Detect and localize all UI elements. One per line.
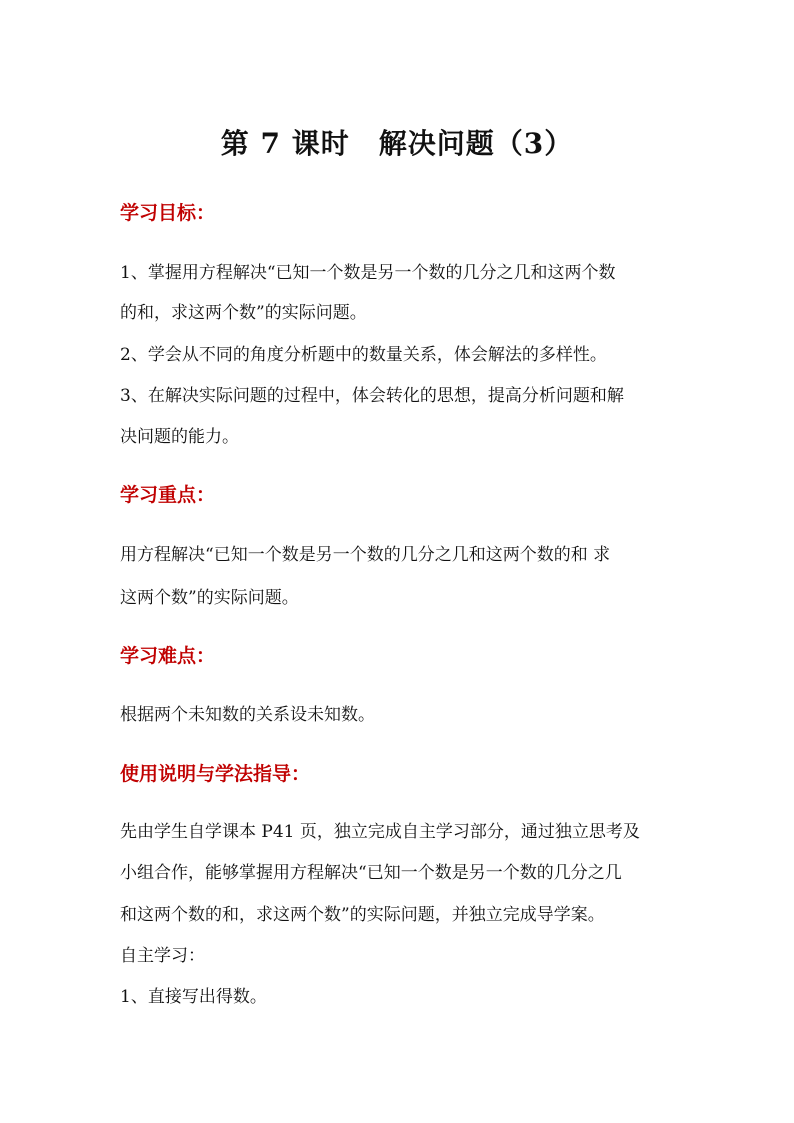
- objective-1-line-2: 的和，求这两个数”的实际问题。: [120, 303, 367, 323]
- self-study-label: 自主学习：: [120, 946, 205, 966]
- objective-1-line-1: 1、掌握用方程解决“已知一个数是另一个数的几分之几和这两个数: [120, 263, 616, 283]
- page-title: 第 7 课时 解决问题（3）: [220, 127, 574, 160]
- objective-2: 2、学会从不同的角度分析题中的数量关系，体会解法的多样性。: [120, 345, 607, 365]
- key-points-heading: 学习重点：: [120, 484, 216, 506]
- objective-3-line-1: 3、在解决实际问题的过程中，体会转化的思想，提高分析问题和解: [120, 386, 624, 406]
- key-points-line-1: 用方程解决“已知一个数是另一个数的几分之几和这两个数的和 求: [120, 545, 611, 565]
- guidance-heading: 使用说明与学法指导：: [120, 763, 311, 785]
- guidance-line-3: 和这两个数的和，求这两个数”的实际问题，并独立完成导学案。: [120, 905, 605, 925]
- self-study-item-1: 1、直接写出得数。: [120, 987, 267, 1007]
- objectives-heading: 学习目标：: [120, 202, 216, 224]
- difficulties-heading: 学习难点：: [120, 645, 216, 667]
- guidance-line-2: 小组合作，能够掌握用方程解决“已知一个数是另一个数的几分之几: [120, 863, 622, 883]
- key-points-line-2: 这两个数”的实际问题。: [120, 588, 299, 608]
- guidance-line-1: 先由学生自学课本 P41 页，独立完成自主学习部分，通过独立思考及: [120, 822, 640, 842]
- difficulties-line-1: 根据两个未知数的关系设未知数。: [120, 705, 375, 725]
- objective-3-line-2: 决问题的能力。: [120, 427, 239, 447]
